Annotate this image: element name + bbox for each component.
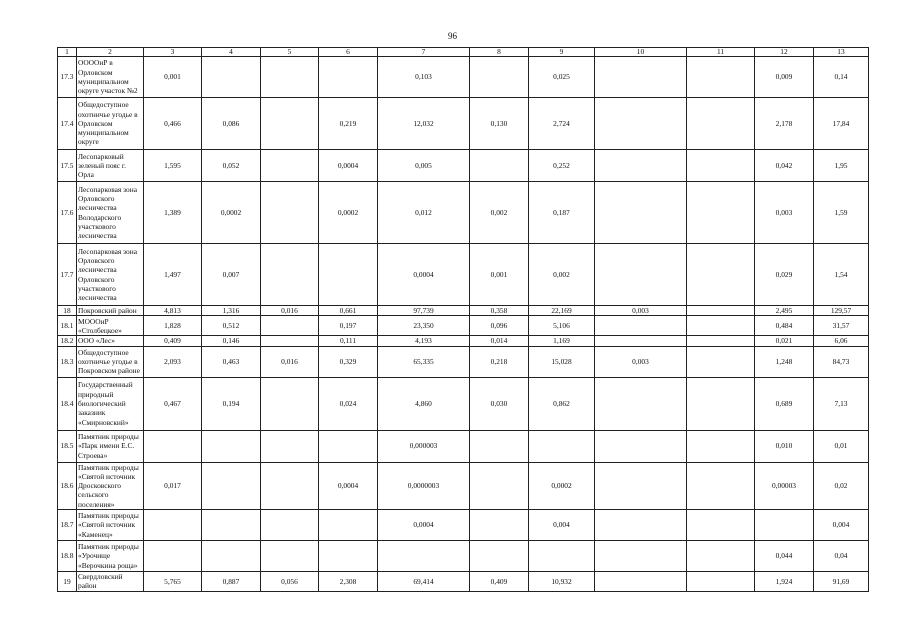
cell-c5 [261,541,319,572]
cell-c5: 0,016 [261,346,319,377]
cell-c11 [687,306,755,316]
cell-c13: 0,02 [814,462,869,509]
row-name: МОООиР «Столбецкое» [77,316,144,336]
cell-c9: 0,002 [529,244,595,306]
cell-c6: 0,329 [319,346,378,377]
cell-c4 [202,57,261,98]
row-name: Памятник природы «Урочище «Верочкина роща» [77,541,144,572]
cell-c4: 0,086 [202,98,261,150]
cell-c8: 0,002 [470,182,529,244]
cell-c9: 15,028 [529,346,595,377]
cell-c6: 0,0004 [319,462,378,509]
cell-c10 [595,98,687,150]
cell-c3: 1,389 [144,182,202,244]
cell-c11 [687,336,755,346]
cell-c9: 0,187 [529,182,595,244]
cell-c5 [261,150,319,182]
cell-c6: 0,024 [319,377,378,430]
data-table [57,47,869,592]
cell-c10 [595,430,687,462]
cell-c3: 1,828 [144,316,202,336]
row-number: 18.5 [58,430,77,462]
cell-c3 [144,430,202,462]
row-number: 18.8 [58,541,77,572]
cell-c13: 0,01 [814,430,869,462]
row-name: Государственный природный биологический заказник «Смирновский» [77,377,144,430]
cell-c10: 0,003 [595,346,687,377]
cell-c11 [687,316,755,336]
cell-c13: 0,14 [814,57,869,98]
cell-c7: 0,012 [378,182,470,244]
cell-c9: 10,932 [529,572,595,592]
cell-c6 [319,57,378,98]
cell-c5 [261,377,319,430]
cell-c5 [261,430,319,462]
cell-c6: 2,308 [319,572,378,592]
cell-c8: 0,001 [470,244,529,306]
page-number: 96 [448,31,457,41]
cell-c11 [687,377,755,430]
cell-c12: 0,009 [755,57,814,98]
cell-c11 [687,346,755,377]
row-number: 18 [58,306,77,316]
table-row [58,182,869,244]
cell-c4: 0,052 [202,150,261,182]
row-number: 18.1 [58,316,77,336]
row-name: Лесопарковая зона Орловского лесничества Володарского участкового лесничества [77,182,144,244]
col-header: 4 [202,48,261,57]
cell-c10 [595,150,687,182]
cell-c3: 0,017 [144,462,202,509]
cell-c4: 0,194 [202,377,261,430]
cell-c3: 1,595 [144,150,202,182]
cell-c11 [687,430,755,462]
row-number: 18.3 [58,346,77,377]
cell-c12: 0,042 [755,150,814,182]
row-number: 18.4 [58,377,77,430]
cell-c8: 0,358 [470,306,529,316]
col-header: 7 [378,48,470,57]
row-number: 18.2 [58,336,77,346]
cell-c8: 0,014 [470,336,529,346]
cell-c13: 1,95 [814,150,869,182]
cell-c11 [687,182,755,244]
cell-c13: 0,04 [814,541,869,572]
row-name: Памятник природы «Святой источник «Каменец» [77,510,144,541]
cell-c7: 0,005 [378,150,470,182]
cell-c13: 91,69 [814,572,869,592]
col-header: 9 [529,48,595,57]
cell-c5 [261,182,319,244]
cell-c3: 0,466 [144,98,202,150]
cell-c12: 0,029 [755,244,814,306]
cell-c6: 0,219 [319,98,378,150]
cell-c10 [595,182,687,244]
cell-c10 [595,244,687,306]
cell-c8: 0,030 [470,377,529,430]
cell-c5 [261,98,319,150]
cell-c7: 0,0004 [378,510,470,541]
cell-c4: 0,512 [202,316,261,336]
row-name: Общедоступное охотничье угодье в Орловском муниципальном округе [77,98,144,150]
cell-c11 [687,57,755,98]
col-header: 6 [319,48,378,57]
row-name: Покровский район [77,306,144,316]
cell-c6: 0,0004 [319,150,378,182]
cell-c4: 1,316 [202,306,261,316]
cell-c12: 0,044 [755,541,814,572]
table-row [58,541,869,572]
cell-c3 [144,510,202,541]
cell-c9 [529,541,595,572]
cell-c6: 0,197 [319,316,378,336]
cell-c13: 1,59 [814,182,869,244]
row-number: 18.6 [58,462,77,509]
cell-c5 [261,57,319,98]
cell-c4 [202,462,261,509]
col-header: 10 [595,48,687,57]
cell-c10 [595,336,687,346]
cell-c6 [319,510,378,541]
cell-c9 [529,430,595,462]
table-row [58,510,869,541]
cell-c11 [687,572,755,592]
table-row [58,244,869,306]
row-name: Свердловский район [77,572,144,592]
cell-c3: 0,409 [144,336,202,346]
table-row [58,462,869,509]
cell-c7: 4,860 [378,377,470,430]
row-number: 17.4 [58,98,77,150]
col-header: 3 [144,48,202,57]
cell-c10 [595,510,687,541]
cell-c9: 0,004 [529,510,595,541]
row-name: Памятник природы «Парк имени Е.С. Строева» [77,430,144,462]
cell-c13: 84,73 [814,346,869,377]
cell-c9: 2,724 [529,98,595,150]
cell-c7: 0,000003 [378,430,470,462]
cell-c9: 0,025 [529,57,595,98]
cell-c9: 0,0002 [529,462,595,509]
row-number: 17.3 [58,57,77,98]
cell-c5 [261,462,319,509]
col-header: 8 [470,48,529,57]
cell-c9: 22,169 [529,306,595,316]
row-name: Лесопарковая зона Орловского лесничества Орловского участкового лесничества [77,244,144,306]
row-number: 19 [58,572,77,592]
row-number: 17.5 [58,150,77,182]
cell-c8: 0,218 [470,346,529,377]
row-name: ООО «Лес» [77,336,144,346]
table-row [58,306,869,316]
cell-c7 [378,541,470,572]
col-header: 5 [261,48,319,57]
col-header: 2 [77,48,144,57]
cell-c3: 0,467 [144,377,202,430]
cell-c9: 5,106 [529,316,595,336]
cell-c5 [261,244,319,306]
cell-c7: 0,0004 [378,244,470,306]
cell-c12: 1,924 [755,572,814,592]
cell-c8 [470,430,529,462]
cell-c8 [470,150,529,182]
cell-c3 [144,541,202,572]
col-header: 12 [755,48,814,57]
cell-c5: 0,016 [261,306,319,316]
cell-c5: 0,056 [261,572,319,592]
cell-c6: 0,0002 [319,182,378,244]
cell-c6 [319,244,378,306]
cell-c8 [470,541,529,572]
cell-c4: 0,0002 [202,182,261,244]
cell-c4: 0,887 [202,572,261,592]
col-header: 11 [687,48,755,57]
cell-c3: 5,765 [144,572,202,592]
cell-c5 [261,336,319,346]
cell-c4: 0,463 [202,346,261,377]
col-header: 13 [814,48,869,57]
cell-c12: 0,010 [755,430,814,462]
row-number: 17.7 [58,244,77,306]
cell-c7: 97,739 [378,306,470,316]
cell-c4: 0,146 [202,336,261,346]
cell-c5 [261,316,319,336]
cell-c10 [595,462,687,509]
table-row [58,316,869,336]
cell-c13: 17,84 [814,98,869,150]
cell-c12: 0,021 [755,336,814,346]
cell-c8 [470,57,529,98]
cell-c7: 0,103 [378,57,470,98]
cell-c6 [319,430,378,462]
cell-c7: 12,032 [378,98,470,150]
cell-c12: 2,178 [755,98,814,150]
cell-c11 [687,244,755,306]
cell-c8: 0,409 [470,572,529,592]
cell-c4: 0,007 [202,244,261,306]
cell-c10: 0,003 [595,306,687,316]
cell-c11 [687,541,755,572]
cell-c7: 4,193 [378,336,470,346]
cell-c4 [202,541,261,572]
cell-c7: 65,335 [378,346,470,377]
table-row [58,98,869,150]
cell-c10 [595,377,687,430]
cell-c3: 1,497 [144,244,202,306]
cell-c6: 0,111 [319,336,378,346]
cell-c6 [319,541,378,572]
cell-c11 [687,150,755,182]
row-number: 17.6 [58,182,77,244]
col-header: 1 [58,48,77,57]
cell-c9: 0,862 [529,377,595,430]
table-row [58,377,869,430]
cell-c13: 6,06 [814,336,869,346]
cell-c7: 69,414 [378,572,470,592]
cell-c13: 1,54 [814,244,869,306]
cell-c8: 0,130 [470,98,529,150]
cell-c10 [595,57,687,98]
cell-c9: 1,169 [529,336,595,346]
cell-c13: 129,57 [814,306,869,316]
cell-c7: 23,350 [378,316,470,336]
row-name: Общедоступное охотничье угодье в Покровском районе [77,346,144,377]
cell-c3: 2,093 [144,346,202,377]
cell-c13: 31,57 [814,316,869,336]
cell-c6: 0,661 [319,306,378,316]
cell-c11 [687,510,755,541]
header-row [58,48,869,57]
table-row [58,346,869,377]
cell-c8 [470,462,529,509]
table-row [58,430,869,462]
cell-c12 [755,510,814,541]
cell-c13: 0,004 [814,510,869,541]
cell-c4 [202,430,261,462]
table-row [58,572,869,592]
cell-c7: 0,0000003 [378,462,470,509]
row-number: 18.7 [58,510,77,541]
cell-c8 [470,510,529,541]
cell-c4 [202,510,261,541]
row-name: Лесопарковый зеленый пояс г. Орла [77,150,144,182]
cell-c12: 0,00003 [755,462,814,509]
cell-c12: 0,003 [755,182,814,244]
cell-c11 [687,462,755,509]
cell-c12: 0,484 [755,316,814,336]
cell-c10 [595,316,687,336]
cell-c9: 0,252 [529,150,595,182]
cell-c5 [261,510,319,541]
cell-c8: 0,096 [470,316,529,336]
cell-c12: 0,689 [755,377,814,430]
cell-c11 [687,98,755,150]
cell-c10 [595,572,687,592]
row-name: Памятник природы «Святой источник Дросковского сельского поселения» [77,462,144,509]
cell-c12: 1,248 [755,346,814,377]
cell-c13: 7,13 [814,377,869,430]
table-row [58,57,869,98]
cell-c3: 0,001 [144,57,202,98]
cell-c10 [595,541,687,572]
table-row [58,150,869,182]
table-row [58,336,869,346]
cell-c12: 2,495 [755,306,814,316]
row-name: ООООиР в Орловском муниципальном округе участок №2 [77,57,144,98]
cell-c3: 4,813 [144,306,202,316]
